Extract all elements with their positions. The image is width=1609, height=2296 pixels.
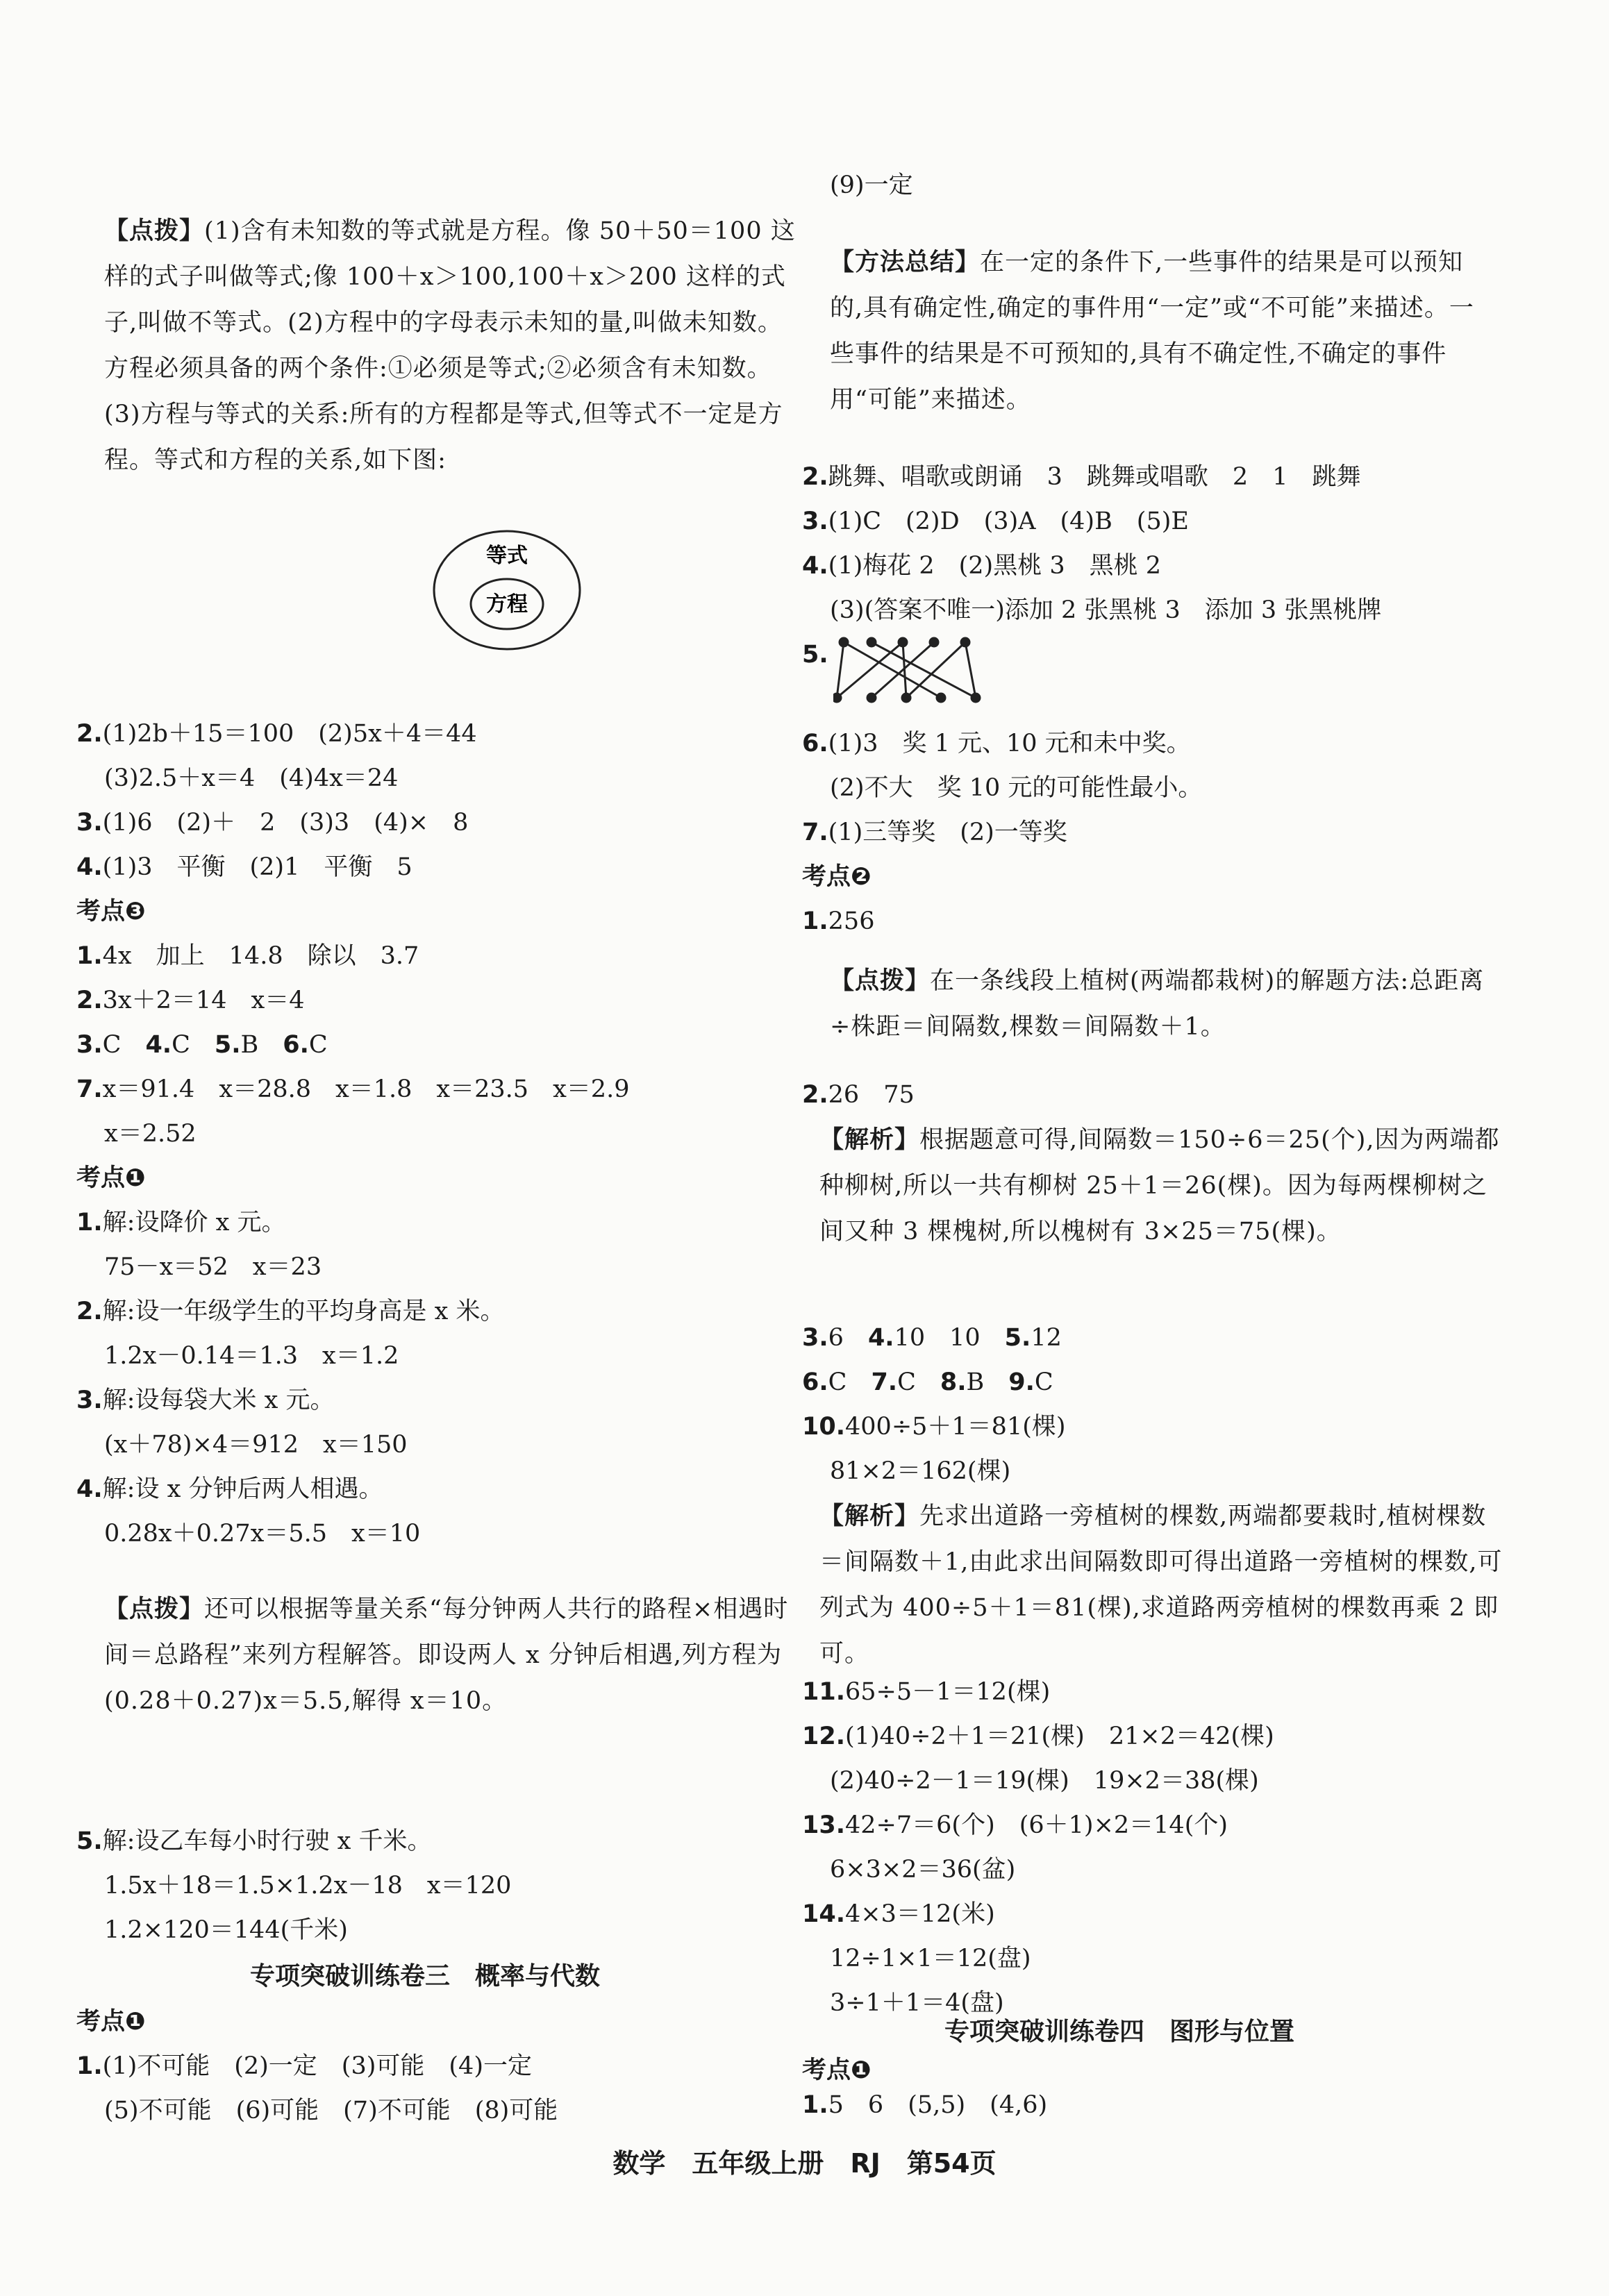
kaodian-4-heading: 考点❶ [76, 1164, 146, 1192]
q-answer-11: 11.65÷5－1＝12(棵) [802, 1678, 1051, 1706]
tip-note-equation [104, 208, 799, 483]
venn-diagram [431, 528, 597, 653]
kaodian-6-heading: 考点❷ [802, 863, 872, 891]
k3-answer-2: 2.3x＋2＝14 x＝4 [76, 987, 305, 1014]
k3-answer-7-cont: x＝2.52 [104, 1120, 197, 1148]
answer-2-cont: (3)2.5＋x＝4 (4)4x＝24 [104, 764, 399, 792]
k4-answer-4-cont: 0.28x＋0.27x＝5.5 x＝10 [104, 1520, 421, 1548]
s3-answer-1: 1.(1)不可能 (2)一定 (3)可能 (4)一定 [76, 2052, 532, 2080]
r-answer-5: 5. [802, 641, 828, 669]
q-answer-3-5: 3.6 4.10 10 5.12 [802, 1324, 1062, 1352]
q-answer-12: 12.(1)40÷2＋1＝21(棵) 21×2＝42(棵) [802, 1723, 1274, 1750]
q-answer-10-cont: 81×2＝162(棵) [830, 1457, 1011, 1485]
r-answer-9: (9)一定 [830, 171, 913, 199]
r-answer-6: 6.(1)3 奖 1 元、10 元和未中奖。 [802, 730, 1191, 757]
k4-answer-5-cont: 1.5x＋18＝1.5×1.2x－18 x＝120 [104, 1872, 512, 1900]
venn-inner-label: 方程 [486, 592, 528, 617]
k4-answer-2-cont: 1.2x－0.14＝1.3 x＝1.2 [104, 1342, 399, 1370]
r-answer-7: 7.(1)三等奖 (2)一等奖 [802, 819, 1067, 846]
p-answer-1: 1.5 6 (5,5) (4,6) [802, 2091, 1048, 2119]
r-answer-2: 2.跳舞、唱歌或朗诵 3 跳舞或唱歌 2 1 跳舞 [802, 463, 1361, 491]
tip-note-planting: 【点拨】在一条线段上植树(两端都栽树)的解题方法:总距离÷株距＝间隔数,棵数＝间隔数＋1。 [830, 967, 1485, 1041]
answer-3: 3.(1)6 (2)＋ 2 (3)3 (4)× 8 [76, 809, 469, 837]
s3-answer-1-cont: (5)不可能 (6)可能 (7)不可能 (8)可能 [104, 2097, 558, 2125]
answer-2: 2.(1)2b＋15＝100 (2)5x＋4＝44 [76, 720, 477, 748]
tip-tag: 【点拨】 [104, 217, 205, 245]
tip-text: (1)含有未知数的等式就是方程。像 50＋50＝100 这样的式子叫做等式;像 100＋x＞100,100＋x＞200 这样的式子,叫做不等式。(2)方程中的字母表示未知的量,叫做未知数。方程必须具备的两个条件:①必须是等式;②必须含有未知数。(3)方程与等式的关系:所有的方程都是等式,但等式不一定是方程。等式和方程的关系,如下图: [104, 217, 796, 474]
q-answer-13: 13.42÷7＝6(个) (6＋1)×2＝14(个) [802, 1811, 1228, 1839]
k3-answer-1: 1.4x 加上 14.8 除以 3.7 [76, 942, 419, 970]
q-answer-12-cont: (2)40÷2－1＝19(棵) 19×2＝38(棵) [830, 1767, 1259, 1795]
q-answer-13-cont: 6×3×2＝36(盆) [830, 1856, 1016, 1884]
q-answer-6-9: 6.C 7.C 8.B 9.C [802, 1368, 1053, 1396]
q-answer-14-cont: 12÷1×1＝12(盘) [830, 1945, 1031, 1972]
r-answer-4-cont: (3)(答案不唯一)添加 2 张黑桃 3 添加 3 张黑桃牌 [830, 596, 1382, 624]
answer-4: 4.(1)3 平衡 (2)1 平衡 5 [76, 853, 412, 881]
page-footer: 数学 五年级上册 RJ 第54页 [612, 2148, 997, 2179]
kaodian-7-heading: 考点❶ [802, 2056, 872, 2084]
k4-answer-3-cont: (x＋78)×4＝912 x＝150 [104, 1431, 408, 1459]
r-answer-6-cont: (2)不大 奖 10 元的可能性最小。 [830, 774, 1203, 802]
k4-answer-4: 4.解:设 x 分钟后两人相遇。 [76, 1475, 383, 1503]
matching-lines-diagram [833, 635, 1014, 705]
q-answer-2: 2.26 75 [802, 1081, 915, 1109]
section-3-title: 专项突破训练卷三 概率与代数 [250, 1962, 601, 1991]
q-answer-1: 1.256 [802, 907, 875, 935]
k3-answer-7: 7.x＝91.4 x＝28.8 x＝1.8 x＝23.5 x＝2.9 [76, 1075, 630, 1103]
k4-answer-2: 2.解:设一年级学生的平均身高是 x 米。 [76, 1298, 505, 1325]
k4-answer-3: 3.解:设每袋大米 x 元。 [76, 1386, 335, 1414]
k4-answer-1: 1.解:设降价 x 元。 [76, 1209, 286, 1237]
k4-answer-5: 5.解:设乙车每小时行驶 x 千米。 [76, 1827, 432, 1855]
q-answer-14-cont2: 3÷1＋1＝4(盘) [830, 1989, 1004, 2017]
q-answer-10: 10.400÷5＋1＝81(棵) [802, 1413, 1066, 1441]
kaodian-5-heading: 考点❶ [76, 2008, 146, 2036]
analysis-note-road: 【解析】先求出道路一旁植树的棵数,两端都要栽时,植树棵数＝间隔数＋1,由此求出间隔数即可得出道路一旁植树的棵数,可列式为 400÷5＋1＝81(棵),求道路两旁植树的棵数再乘 2 即可。 [819, 1502, 1503, 1668]
analysis-note-willows: 【解析】根据题意可得,间隔数＝150÷6＝25(个),因为两端都种柳树,所以一共有柳树 25＋1＝26(棵)。因为每两棵柳树之间又种 3 棵槐树,所以槐树有 3×25＝75(棵)。 [819, 1126, 1500, 1246]
tip-note-meeting: 【点拨】还可以根据等量关系“每分钟两人共行的路程×相遇时间＝总路程”来列方程解答。即设两人 x 分钟后相遇,列方程为(0.28＋0.27)x＝5.5,解得 x＝10。 [104, 1595, 789, 1715]
method-summary-note: 【方法总结】在一定的条件下,一些事件的结果是可以预知的,具有确定性,确定的事件用“一定”或“不可能”来描述。一些事件的结果是不可预知的,具有不确定性,不确定的事件用“可能”来描述。 [830, 249, 1474, 414]
venn-outer-label: 等式 [486, 544, 528, 568]
r-answer-3: 3.(1)C (2)D (3)A (4)B (5)E [802, 508, 1189, 535]
r-answer-4: 4.(1)梅花 2 (2)黑桃 3 黑桃 2 [802, 552, 1161, 580]
kaodian-3-heading: 考点❸ [76, 898, 146, 925]
section-4-title: 专项突破训练卷四 图形与位置 [944, 2018, 1295, 2046]
k3-answer-3-6: 3.C 4.C 5.B 6.C [76, 1031, 328, 1059]
q-answer-14: 14.4×3＝12(米) [802, 1900, 995, 1928]
k4-answer-5-cont2: 1.2×120＝144(千米) [104, 1916, 348, 1944]
k4-answer-1-cont: 75－x＝52 x＝23 [104, 1253, 322, 1281]
